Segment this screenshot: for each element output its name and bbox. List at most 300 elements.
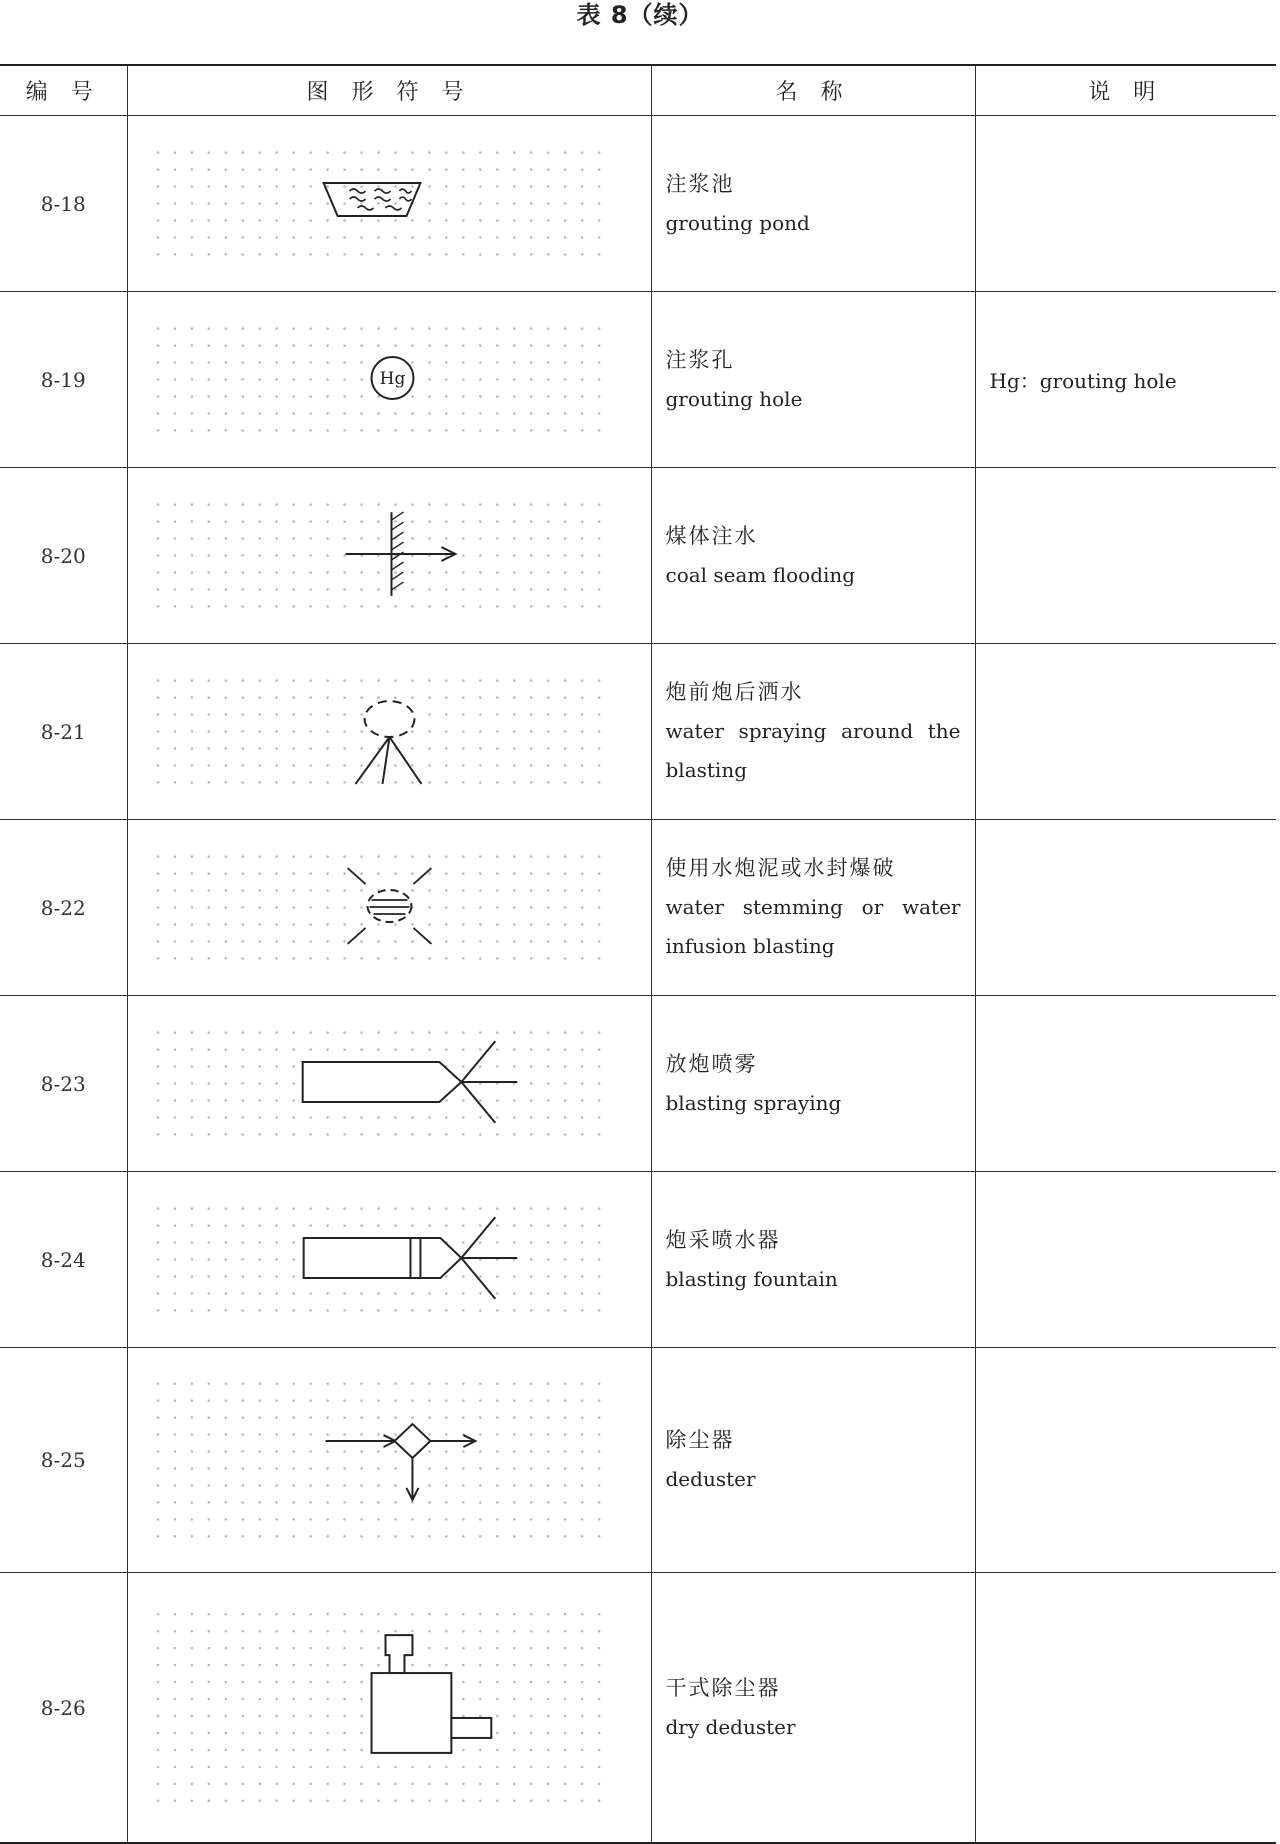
grid-dot [258,537,261,540]
grid-dot [326,361,329,364]
grid-dot [258,730,261,733]
grid-dot [428,855,431,858]
grid-dot [462,412,465,415]
grid-dot [529,1292,532,1295]
grid-dot [394,1207,397,1210]
grid-dot [394,344,397,347]
grid-dot [258,1518,261,1521]
grid-dot [156,344,159,347]
grid-dot [428,1031,431,1034]
grid-dot [411,1783,414,1786]
grid-dot [224,429,227,432]
grid-dot [258,554,261,557]
grid-dot [597,781,600,784]
grouting-hole-icon [128,292,651,467]
grid-dot [394,605,397,608]
grid-dot [546,202,549,205]
grid-dot [326,781,329,784]
grid-dot [428,185,431,188]
grid-dot [529,1399,532,1402]
grid-dot [292,872,295,875]
grid-dot [241,185,244,188]
grid-dot [580,781,583,784]
grid-dot [258,1535,261,1538]
grid-dot [529,236,532,239]
water-spray-blasting-icon [128,644,651,819]
grid-dot [512,429,515,432]
grid-dot [275,554,278,557]
grid-dot [207,588,210,591]
grid-dot [462,1207,465,1210]
grid-dot [546,855,549,858]
grid-dot [411,923,414,926]
grid-dot [445,747,448,750]
grid-dot [258,957,261,960]
grid-dot [462,571,465,574]
row-name [651,996,975,1172]
grid-dot [275,713,278,716]
grid-dot [563,730,566,733]
grid-dot [190,1783,193,1786]
grid-dot [309,571,312,574]
grid-dot [563,855,566,858]
grid-dot [546,537,549,540]
grid-dot [224,537,227,540]
grid-dot [529,202,532,205]
grid-dot [190,412,193,415]
grid-dot [580,1664,583,1667]
grid-dot [546,1399,549,1402]
grid-dot [224,1082,227,1085]
grid-dot [512,1399,515,1402]
grid-dot [512,1749,515,1752]
grid-dot [597,889,600,892]
grid-dot [495,1664,498,1667]
row-code: 8-22 [0,820,127,996]
grid-dot [428,889,431,892]
grid-dot [512,1309,515,1312]
grid-dot [309,1433,312,1436]
grid-dot [546,1065,549,1068]
grid-dot [428,1433,431,1436]
grid-dot [394,1501,397,1504]
grid-dot [445,679,448,682]
grid-dot [529,588,532,591]
grid-dot [309,679,312,682]
grid-dot [597,605,600,608]
grid-dot [479,202,482,205]
grid-dot [258,1715,261,1718]
grid-dot [326,1031,329,1034]
grid-dot [360,571,363,574]
grid-dot [360,1292,363,1295]
grid-dot [190,1732,193,1735]
grid-dot [445,1116,448,1119]
grid-dot [512,855,515,858]
grid-dot [156,679,159,682]
grid-dot [224,1613,227,1616]
grid-dot [275,1399,278,1402]
grid-dot [377,605,380,608]
grid-dot [207,1224,210,1227]
grid-dot [173,554,176,557]
grid-dot [411,429,414,432]
grid-dot [495,940,498,943]
grid-dot [207,520,210,523]
grid-dot [563,889,566,892]
grid-dot [580,764,583,767]
grid-dot [529,1099,532,1102]
grid-dot [445,923,448,926]
grid-dot [309,923,312,926]
grid-dot [275,520,278,523]
grid-dot [326,1749,329,1752]
grid-dot [292,1783,295,1786]
grid-dot [309,537,312,540]
grid-dot [597,923,600,926]
grid-dot [292,1207,295,1210]
row-name [651,468,975,644]
grid-dot [512,872,515,875]
grid-dot [428,537,431,540]
grid-dot [207,713,210,716]
row-note [975,1573,1276,1844]
grid-dot [309,1681,312,1684]
grid-dot [563,378,566,381]
grid-dot [360,1630,363,1633]
grid-dot [394,571,397,574]
grid-dot [479,1647,482,1650]
grid-dot [411,361,414,364]
grid-dot [495,605,498,608]
grid-dot [258,1416,261,1419]
grid-dot [156,429,159,432]
grid-dot [597,1484,600,1487]
grid-dot [275,1647,278,1650]
grid-dot [512,1433,515,1436]
grid-dot [173,696,176,699]
grid-dot [479,520,482,523]
grid-dot [173,378,176,381]
grid-dot [394,168,397,171]
grid-dot [224,1241,227,1244]
grid-dot [207,1630,210,1633]
grid-dot [495,1715,498,1718]
grid-dot [241,429,244,432]
grid-dot [512,1048,515,1051]
grid-dot [445,1309,448,1312]
grid-dot [563,1518,566,1521]
grid-dot [462,1630,465,1633]
grid-dot [309,1399,312,1402]
grid-dot [495,412,498,415]
grid-dot [529,1715,532,1718]
grid-dot [597,1382,600,1385]
grid-dot [275,1416,278,1419]
grid-dot [173,202,176,205]
grid-dot [512,781,515,784]
name-cn: 炮前炮后洒水 [665,680,804,704]
grid-dot [563,747,566,750]
grid-dot [563,429,566,432]
grid-dot [173,940,176,943]
grid-dot [309,1647,312,1650]
grid-dot [275,429,278,432]
grid-dot [563,1698,566,1701]
grid-dot [462,1116,465,1119]
row-name [651,1573,975,1844]
grid-dot [479,395,482,398]
grid-dot [207,730,210,733]
grid-dot [207,1518,210,1521]
grid-dot [241,605,244,608]
row-note: Hg：grouting hole [975,292,1276,468]
grid-dot [597,1450,600,1453]
grid-dot [173,872,176,875]
grid-dot [173,168,176,171]
coal-seam-flooding-icon [128,468,651,643]
grid-dot [309,1732,312,1735]
grid-dot [224,889,227,892]
grid-dot [546,1082,549,1085]
grid-dot [580,253,583,256]
grid-dot [563,571,566,574]
grid-dot [495,1099,498,1102]
grouting-pond-icon [128,116,651,291]
grid-dot [377,1535,380,1538]
grid-dot [343,923,346,926]
grid-dot [377,537,380,540]
grid-dot [479,957,482,960]
grid-dot [292,1630,295,1633]
grid-dot [275,151,278,154]
grid-dot [241,1292,244,1295]
grid-dot [479,378,482,381]
grid-dot [563,1535,566,1538]
grid-dot [597,1207,600,1210]
grid-dot [224,1065,227,1068]
grid-dot [462,429,465,432]
grid-dot [241,378,244,381]
grid-dot [597,327,600,330]
grid-dot [156,1224,159,1227]
grid-dot [529,1309,532,1312]
grid-dot [394,253,397,256]
grid-dot [292,236,295,239]
grid-dot [479,679,482,682]
grid-dot [462,219,465,222]
grid-dot [411,1766,414,1769]
name-en: water stemming or water infusion blasting [665,895,961,958]
grid-dot [190,747,193,750]
grid-dot [479,906,482,909]
grid-dot [207,151,210,154]
grid-dot [512,412,515,415]
grid-dot [377,1630,380,1633]
grid-dot [292,906,295,909]
grid-dot [326,168,329,171]
grid-dot [377,1399,380,1402]
grid-dot [292,1800,295,1803]
grid-dot [428,1535,431,1538]
grid-dot [207,412,210,415]
grid-dot [495,185,498,188]
grid-dot [428,1133,431,1136]
grid-dot [529,1433,532,1436]
grid-dot [224,588,227,591]
grid-dot [563,1715,566,1718]
grid-dot [241,151,244,154]
grid-dot [394,1048,397,1051]
grid-dot [546,940,549,943]
grid-dot [190,605,193,608]
grid-dot [479,1450,482,1453]
grid-dot [546,1433,549,1436]
grid-dot [394,1518,397,1521]
grid-dot [529,1630,532,1633]
grid-dot [258,1467,261,1470]
grid-dot [190,361,193,364]
grid-dot [207,1275,210,1278]
grid-dot [292,940,295,943]
grid-dot [258,1433,261,1436]
grid-dot [258,1241,261,1244]
grid-dot [190,1450,193,1453]
grid-dot [156,151,159,154]
grid-dot [309,889,312,892]
grid-dot [207,1048,210,1051]
grid-dot [224,520,227,523]
grid-dot [546,344,549,347]
grid-dot [445,605,448,608]
grid-dot [190,923,193,926]
grid-dot [224,168,227,171]
grid-dot [580,889,583,892]
grid-dot [241,219,244,222]
grid-dot [156,1207,159,1210]
grid-dot [495,520,498,523]
grid-dot [258,253,261,256]
grid-dot [563,1065,566,1068]
grid-dot [241,588,244,591]
grid-dot [309,940,312,943]
grid-dot [563,1224,566,1227]
grid-dot [462,1224,465,1227]
grid-dot [360,679,363,682]
grid-dot [241,1258,244,1261]
grid-dot [563,1309,566,1312]
grid-dot [462,202,465,205]
grid-dot [275,730,278,733]
grid-dot [343,202,346,205]
grid-dot [462,554,465,557]
grid-dot [360,412,363,415]
grid-dot [512,713,515,716]
grid-dot [241,1681,244,1684]
grid-dot [241,872,244,875]
grid-dot [207,1133,210,1136]
grid-dot [546,730,549,733]
grid-dot [309,713,312,716]
grid-dot [479,219,482,222]
grid-dot [360,344,363,347]
grid-dot [529,781,532,784]
grid-dot [326,1450,329,1453]
grid-dot [563,537,566,540]
grid-dot [580,1749,583,1752]
grid-dot [156,1048,159,1051]
grid-dot [275,395,278,398]
grid-dot [462,1535,465,1538]
grid-dot [173,1133,176,1136]
grid-dot [411,327,414,330]
grid-dot [445,168,448,171]
grid-dot [495,906,498,909]
grid-dot [428,1501,431,1504]
grid-dot [445,520,448,523]
grid-dot [377,253,380,256]
grid-dot [394,764,397,767]
grid-dot [597,571,600,574]
grid-dot [190,1535,193,1538]
grid-dot [479,1292,482,1295]
grid-dot [495,1433,498,1436]
grid-dot [224,554,227,557]
grid-dot [597,1630,600,1633]
grid-dot [597,679,600,682]
grid-dot [563,1749,566,1752]
grid-dot [462,1647,465,1650]
grid-dot [445,588,448,591]
grid-dot [224,1783,227,1786]
grid-dot [377,236,380,239]
grid-dot [445,1207,448,1210]
grid-dot [275,1630,278,1633]
grid-dot [445,781,448,784]
grid-dot [309,1467,312,1470]
grid-dot [241,1484,244,1487]
grid-dot [360,923,363,926]
grid-dot [292,412,295,415]
grid-dot [173,395,176,398]
grid-dot [411,168,414,171]
grid-dot [292,1484,295,1487]
grid-dot [258,1783,261,1786]
grid-dot [445,872,448,875]
grid-dot [207,747,210,750]
grid-dot [479,1099,482,1102]
grid-dot [495,1630,498,1633]
grid-dot [495,764,498,767]
grid-dot [580,1732,583,1735]
grid-dot [479,1275,482,1278]
grid-dot [377,219,380,222]
grid-dot [258,889,261,892]
grid-dot [224,1399,227,1402]
grid-dot [377,957,380,960]
grid-dot [479,185,482,188]
grid-dot [343,395,346,398]
grid-dot [207,202,210,205]
grid-dot [360,889,363,892]
grid-dot [224,1099,227,1102]
grid-dot [224,327,227,330]
grid-dot [428,588,431,591]
grid-dot [258,378,261,381]
grid-dot [377,571,380,574]
grid-dot [597,151,600,154]
grid-dot [546,503,549,506]
